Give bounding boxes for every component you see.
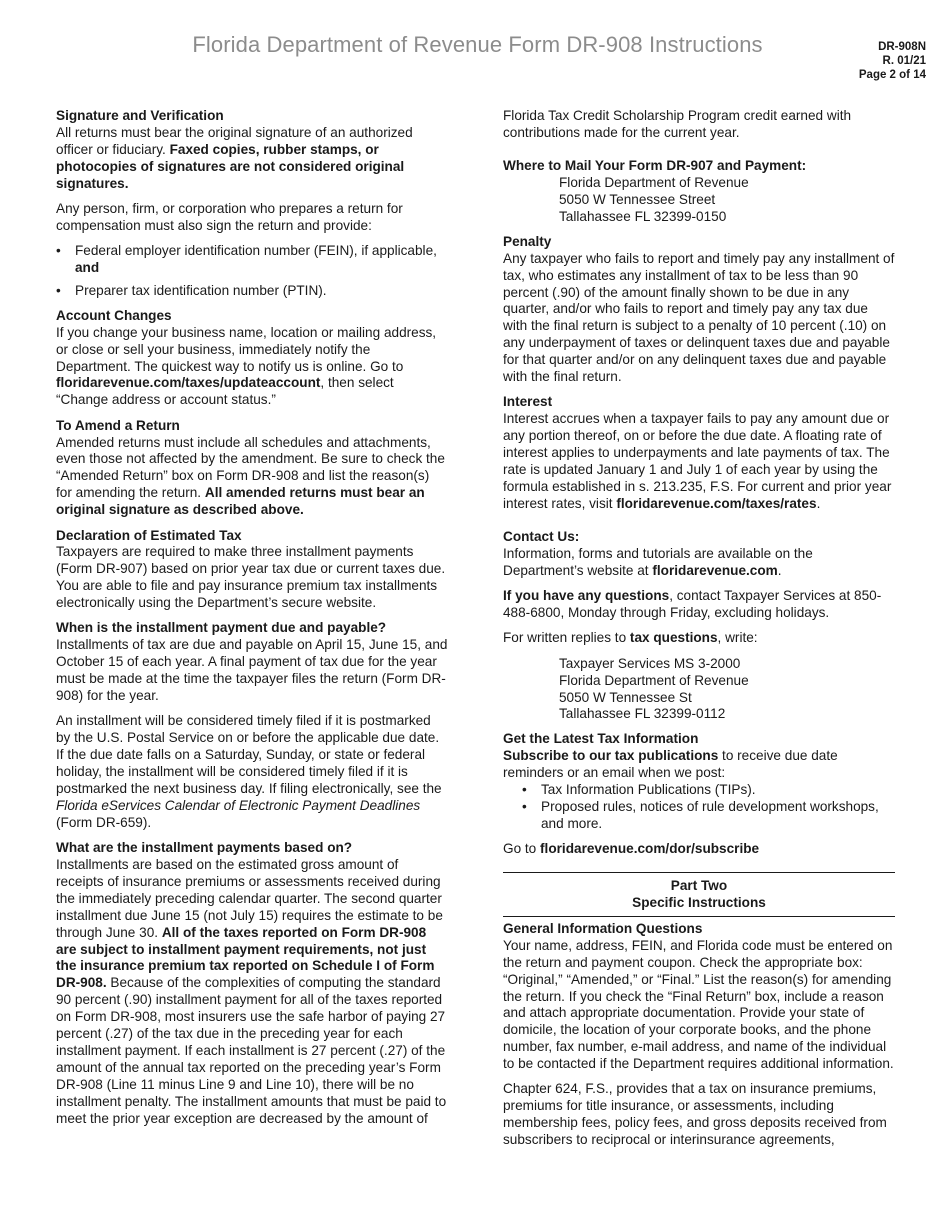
signature-section (56, 108, 448, 193)
left-column (56, 108, 448, 1136)
written-replies-text: For written replies to tax questions, write: (503, 630, 758, 646)
amend-section: To Amend a Return Amended returns must include all schedules and attachments, even those not affected by the amendment. Be sure to check the “Amended Return” box on Form DR-908 and list the reason(s) for amending the return. All amended returns must bear an original signature as described above. (56, 418, 448, 519)
preparer-list (56, 243, 448, 300)
interest-section: Interest Interest accrues when a taxpayer fails to pay any amount due or any portion thereof, on or before the due date. A floating rate of interest applies to underpayments and late payments of tax. The rate is updated January 1 and July 1 of each year by using the formula established in s. 213.235, F.S. For current and prior year interest rates, visit floridarevenue.com/taxes/rates. (503, 394, 895, 512)
timely-filed-text: An installment will be considered timely filed if it is postmarked by the U.S. Postal Service on or before the applicable due date. If the due date falls on a Saturday, Sunday, or state or federal holiday, the installment will be considered timely filed if it is postmarked the next business day. If filing electronically, see the Florida eServices Calendar of Electronic Payment Deadlines (Form DR-659). (56, 713, 442, 830)
contact-section: Contact Us: Information, forms and tutorials are available on the Department’s website at floridarevenue.com. (503, 529, 895, 580)
installment-basis-section: What are the installment payments based on? Installments are based on the estimated gross amount of receipts of insurance premiums or assessments received during the immediately preceding calendar quarter. The second quarter installment due June 15 (not July 15) requires the estimate to be through June 30. All of the taxes reported on Form DR-908 are subject to installment payment requirements, not just the insurance premium tax reported on Schedule I of Form DR-908. Because of the complexities of computing the standard 90 percent (.90) installment payment for all of the taxes reported on Form DR-908, most insurers use the safe harbor of paying 27 percent (.27) of the tax due in the preceding year for each installment payment. If each installment is 27 percent (.27) of the amount of the annual tax reported on the preceding year’s Form DR-908 (Line 11 minus Line 9 and Line 10), there will be no installment penalty. The installment amounts that must be paid to meet the prior year exception are decreased by the amount of (56, 840, 447, 1126)
latest-info-heading: Get the Latest Tax Information (503, 731, 699, 747)
latest-info-section: Get the Latest Tax Information Subscribe to our tax publications to receive due date reminders or an email when we post: (503, 731, 895, 782)
questions-text: If you have any questions, contact Taxpayer Services at 850-488-6800, Monday through Friday, excluding holidays. (503, 588, 882, 621)
page-number: Page 2 of 14 (858, 69, 926, 81)
document-title: Florida Department of Revenue Form DR-908 Instructions (192, 32, 763, 57)
interest-rates-link[interactable]: floridarevenue.com/taxes/rates (616, 495, 817, 511)
part-two-banner: Part Two Specific Instructions (503, 872, 895, 917)
right-column (503, 108, 895, 1157)
list-item: • Tax Information Publications (TIPs). (522, 782, 895, 799)
form-identifier (859, 40, 926, 82)
mail-heading: Where to Mail Your Form DR-907 and Payment: (503, 158, 807, 174)
mail-address: Florida Department of Revenue 5050 W Tennessee Street Tallahassee FL 32399-0150 (559, 175, 749, 224)
installment-basis-heading: What are the installment payments based on? (56, 840, 353, 856)
due-date-section: When is the installment payment due and payable? Installments of tax are due and payable on April 15, June 15, and October 15 of each year. A final payment of tax due for the year must be made at the time the taxpayer files the return (Form DR-908) for the year. (56, 620, 448, 704)
scholarship-continuation: Florida Tax Credit Scholarship Program credit earned with contributions made for the current year. (503, 108, 852, 140)
chapter-624-text: Chapter 624, F.S., provides that a tax on insurance premiums, premiums for title insurance, or assessments, including membership fees, policy fees, and gross deposits received from subscribers to reciprocal or interinsurance agreements, (503, 1081, 887, 1148)
update-account-link[interactable]: floridarevenue.com/taxes/updateaccount (56, 375, 321, 391)
list-item: • Federal employer identification number (FEIN), if applicable, and (56, 243, 448, 277)
general-info-heading: General Information Questions (503, 920, 703, 936)
signature-heading: Signature and Verification (56, 108, 224, 123)
list-item: • Proposed rules, notices of rule development workshops, and more. (522, 799, 895, 833)
signature-bold-text: Faxed copies, rubber stamps, or photocopies of signatures are not considered original signatures. (56, 141, 405, 191)
revision-date: R. 01/21 (882, 55, 926, 67)
penalty-section: Penalty Any taxpayer who fails to report and timely pay any installment of tax, who estimates any installment of tax to be less than 90 percent (.90) of the amount finally shown to be due in any quarter, and/or who fails to report and timely pay any tax due with the final return is subject to a penalty of 10 percent (.10) on any underpayment of taxes or delinquent taxes due and payable for that quarter and/or on any delinquent taxes due and payable with the final return. (503, 233, 895, 385)
list-item: • Preparer tax identification number (PTIN). (56, 283, 448, 300)
website-link[interactable]: floridarevenue.com (652, 562, 778, 578)
penalty-heading: Penalty (503, 233, 552, 249)
interest-heading: Interest (503, 394, 553, 410)
account-changes-heading: Account Changes (56, 307, 172, 323)
amend-heading: To Amend a Return (56, 417, 180, 433)
account-changes-section: Account Changes If you change your business name, location or mailing address, or close or sell your business, immediately notify the Department. The quickest way to notify us is online. Go to floridarevenue.com/taxes/updateaccount, then select “Change address or account status.” (56, 308, 448, 409)
taxpayer-services-address: Taxpayer Services MS 3-2000 Florida Department of Revenue 5050 W Tennessee St Tallahassee FL 32399-0112 (559, 655, 749, 722)
general-info-section: General Information Questions Your name, address, FEIN, and Florida code must be entered on the return and payment coupon. Check the appropriate box: “Original,” “Amended,” or “Final.” List the reason(s) for amending the return. If you check the “Final Return” box, include a reason and attach appropriate documentation. Provide your state of domicile, the location of your corporate books, and the phone number, fax number, e-mail address, and name of the individual to be contacted if the Department requires additional information. (503, 920, 894, 1072)
publications-list (522, 782, 895, 833)
contact-heading: Contact Us: (503, 529, 580, 545)
estimated-tax-heading: Declaration of Estimated Tax (56, 527, 242, 543)
signature-text: All returns must bear the original signature of an authorized officer or fiduciary. (56, 124, 413, 157)
estimated-tax-section: Declaration of Estimated Tax Taxpayers are required to make three installment payments (Form DR-907) based on prior year tax due or current taxes due. You are able to file and pay insurance premium tax installments electronically using the Department’s secure website. (56, 528, 448, 613)
form-number: DR-908N (878, 41, 926, 53)
due-date-heading: When is the installment payment due and payable? (56, 620, 387, 636)
preparer-text: Any person, firm, or corporation who prepares a return for compensation must also sign the return and provide: (56, 200, 403, 233)
subscribe-link[interactable]: floridarevenue.com/dor/subscribe (540, 841, 760, 857)
subscribe-text: Go to floridarevenue.com/dor/subscribe (503, 841, 760, 857)
